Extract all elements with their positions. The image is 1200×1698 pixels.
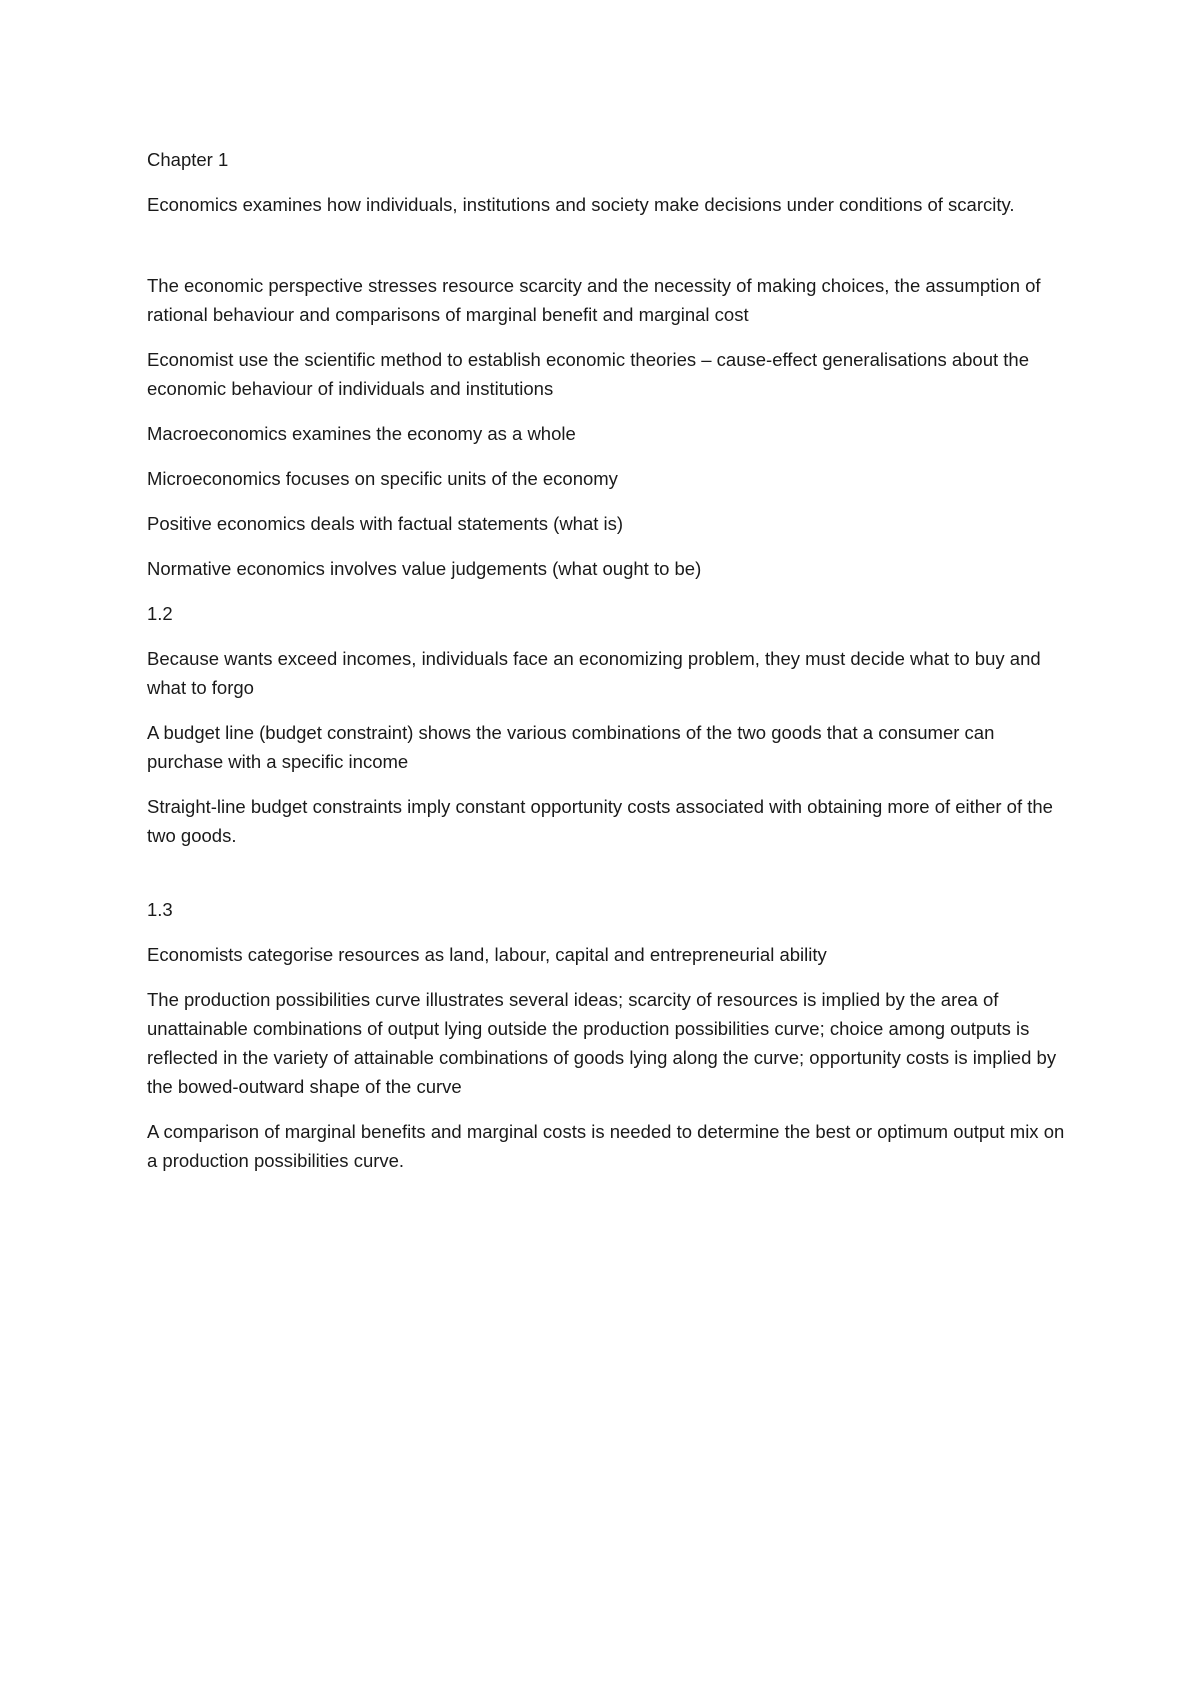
paragraph-resource-categories: Economists categorise resources as land, labour, capital and entrepreneurial ability bbox=[147, 944, 827, 965]
paragraph-production-possibilities: The production possibilities curve illustrates several ideas; scarcity of resources is implied by the area of unattainable combinations of output lying outside the production possibilities curve; choice among outputs is reflected in the variety of attainable combinations of goods lying along the curve; opportunity costs is implied by the bowed-outward shape of the curve bbox=[147, 989, 1057, 1097]
section-heading-1-3: 1.3 bbox=[147, 899, 173, 920]
paragraph-optimum-output-mix: A comparison of marginal benefits and marginal costs is needed to determine the best or optimum output mix on a production possibilities curve. bbox=[147, 1121, 1065, 1171]
paragraph-straight-line-budget: Straight-line budget constraints imply constant opportunity costs associated with obtaining more of either of the two goods. bbox=[147, 796, 1053, 846]
chapter-heading: Chapter 1 bbox=[147, 149, 229, 170]
paragraph-scientific-method: Economist use the scientific method to establish economic theories – cause-effect generalisations about the economic behaviour of individuals and institutions bbox=[147, 349, 1029, 399]
section-heading-1-2: 1.2 bbox=[147, 603, 173, 624]
paragraph-budget-line: A budget line (budget constraint) shows the various combinations of the two goods that a consumer can purchase with a specific income bbox=[147, 722, 995, 772]
paragraph-economics-definition: Economics examines how individuals, institutions and society make decisions under conditions of scarcity. bbox=[147, 194, 1015, 215]
document-body bbox=[147, 145, 1067, 1175]
paragraph-economic-perspective: The economic perspective stresses resource scarcity and the necessity of making choices, the assumption of rational behaviour and comparisons of marginal benefit and marginal cost bbox=[147, 275, 1041, 325]
paragraph-economizing-problem: Because wants exceed incomes, individuals face an economizing problem, they must decide what to buy and what to forgo bbox=[147, 648, 1041, 698]
paragraph-normative-economics: Normative economics involves value judgements (what ought to be) bbox=[147, 558, 702, 579]
paragraph-macroeconomics: Macroeconomics examines the economy as a whole bbox=[147, 423, 576, 444]
paragraph-positive-economics: Positive economics deals with factual statements (what is) bbox=[147, 513, 624, 534]
paragraph-microeconomics: Microeconomics focuses on specific units of the economy bbox=[147, 468, 618, 489]
